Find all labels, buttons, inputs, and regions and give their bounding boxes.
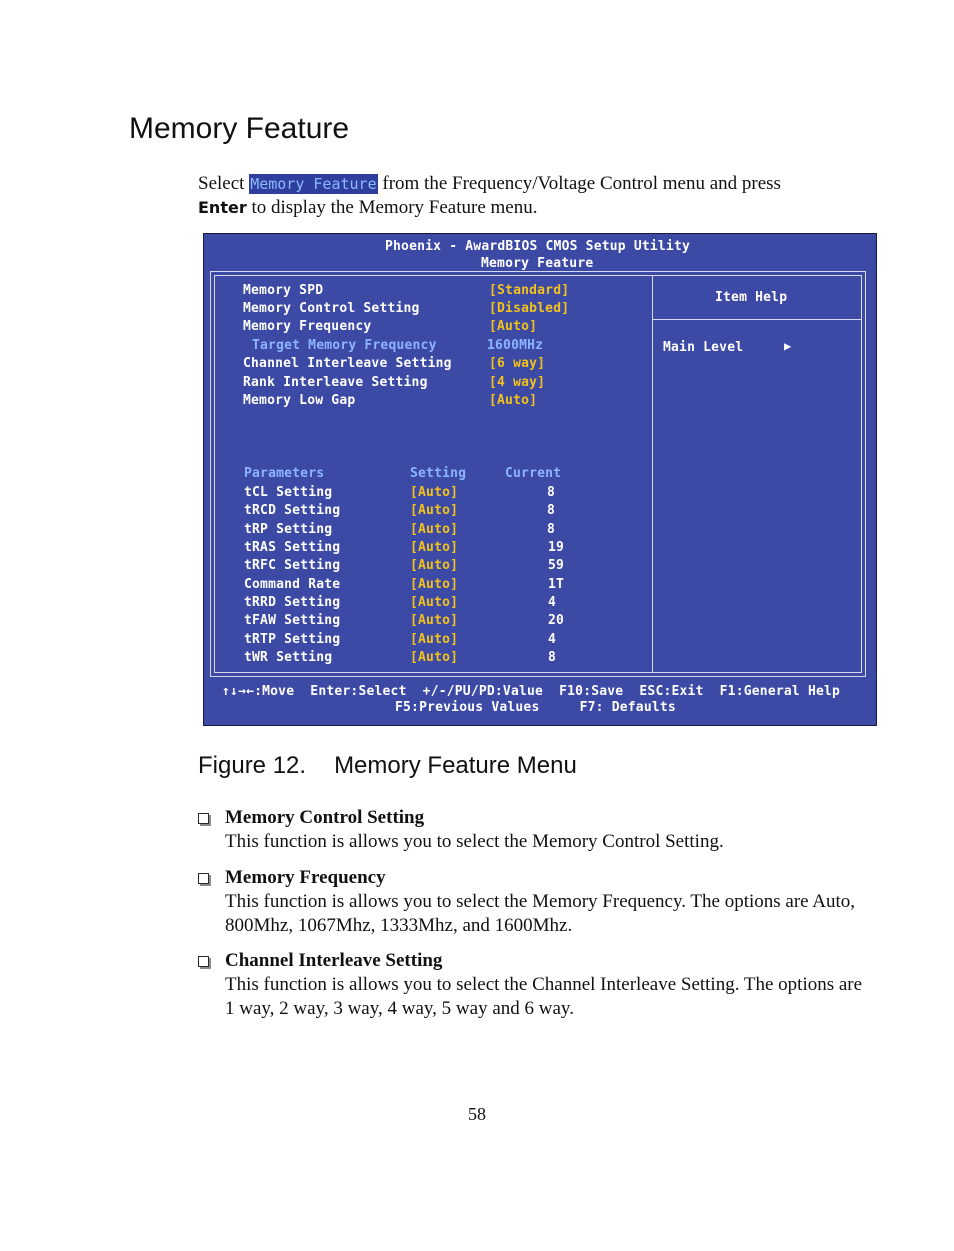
param-current-tfaw: 20 — [548, 613, 565, 628]
param-current-trp: 8 — [547, 522, 556, 537]
param-current-twr: 8 — [548, 650, 557, 665]
setting-label-rank-interleave[interactable]: Rank Interleave Setting — [243, 375, 428, 390]
setting-label-memory-control[interactable]: Memory Control Setting — [243, 301, 420, 316]
figure-caption-text: Memory Feature Menu — [334, 752, 577, 779]
param-name-trrd[interactable]: tRRD Setting — [244, 595, 341, 610]
bullet-body: This function is allows you to select the Channel Interleave Setting. The options are 1 way, 2 way, 3 way, 4 way, 5 way and 6 way. — [225, 974, 863, 1019]
bios-footer-keys: ↑↓→←:Move Enter:Select +/-/PU/PD:Value F10:Save ESC:Exit F1:General Help — [222, 684, 841, 699]
checkbox-bullet-icon — [198, 813, 209, 824]
setting-value-target-frequency: 1600MHz — [487, 338, 544, 353]
param-setting-command-rate[interactable]: [Auto] — [410, 577, 459, 592]
intro-after-menu: from the Frequency/Voltage Control menu and press — [382, 173, 781, 194]
setting-value-memory-low-gap[interactable]: [Auto] — [489, 393, 538, 408]
param-name-trfc[interactable]: tRFC Setting — [244, 558, 341, 573]
setting-label-channel-interleave[interactable]: Channel Interleave Setting — [243, 356, 452, 371]
param-name-trp[interactable]: tRP Setting — [244, 522, 333, 537]
checkbox-bullet-icon — [198, 956, 209, 967]
intro-paragraph — [198, 172, 878, 220]
param-name-tfaw[interactable]: tFAW Setting — [244, 613, 341, 628]
param-setting-trp[interactable]: [Auto] — [410, 522, 459, 537]
setting-value-memory-spd[interactable]: [Standard] — [489, 283, 570, 298]
param-name-tras[interactable]: tRAS Setting — [244, 540, 341, 555]
param-setting-trrd[interactable]: [Auto] — [410, 595, 459, 610]
bullet-title: Memory Control Setting — [225, 807, 425, 828]
param-name-trtp[interactable]: tRTP Setting — [244, 632, 341, 647]
param-header-current: Current — [505, 466, 562, 481]
param-current-tcl: 8 — [547, 485, 556, 500]
param-name-tcl[interactable]: tCL Setting — [244, 485, 333, 500]
bios-title: Phoenix - AwardBIOS CMOS Setup Utility — [385, 239, 691, 254]
param-current-command-rate: 1T — [548, 577, 565, 592]
page-title: Memory Feature — [129, 112, 350, 145]
bullet-title: Memory Frequency — [225, 867, 386, 888]
bios-screen — [203, 233, 877, 726]
setting-label-memory-frequency[interactable]: Memory Frequency — [243, 319, 372, 334]
setting-value-memory-frequency[interactable]: [Auto] — [489, 319, 538, 334]
bios-subtitle: Memory Feature — [481, 256, 594, 271]
setting-label-memory-spd[interactable]: Memory SPD — [243, 283, 324, 298]
main-level-label: Main Level — [663, 340, 744, 355]
setting-label-target-frequency: Target Memory Frequency — [252, 338, 437, 353]
param-name-trcd[interactable]: tRCD Setting — [244, 503, 341, 518]
param-setting-twr[interactable]: [Auto] — [410, 650, 459, 665]
param-current-tras: 19 — [548, 540, 565, 555]
param-setting-tras[interactable]: [Auto] — [410, 540, 459, 555]
intro-enter-key: Enter — [198, 198, 247, 217]
bullet-body: This function is allows you to select the Memory Control Setting. — [225, 831, 724, 852]
intro-select-word: Select — [198, 173, 245, 194]
setting-value-memory-control[interactable]: [Disabled] — [489, 301, 570, 316]
checkbox-bullet-icon — [198, 873, 209, 884]
param-setting-trcd[interactable]: [Auto] — [410, 503, 459, 518]
param-setting-trtp[interactable]: [Auto] — [410, 632, 459, 647]
item-help-title: Item Help — [715, 290, 788, 305]
param-setting-trfc[interactable]: [Auto] — [410, 558, 459, 573]
right-arrow-icon: ▶ — [784, 339, 792, 353]
param-setting-tfaw[interactable]: [Auto] — [410, 613, 459, 628]
figure-number: Figure 12. — [198, 752, 307, 779]
bios-panel-divider — [652, 275, 653, 673]
param-current-trtp: 4 — [548, 632, 557, 647]
param-current-trcd: 8 — [547, 503, 556, 518]
bios-footer-defaults: F5:Previous Values F7: Defaults — [395, 700, 676, 715]
setting-value-rank-interleave[interactable]: [4 way] — [489, 375, 546, 390]
setting-value-channel-interleave[interactable]: [6 way] — [489, 356, 546, 371]
bullet-title: Channel Interleave Setting — [225, 950, 443, 971]
param-header-parameters: Parameters — [244, 466, 325, 481]
param-name-command-rate[interactable]: Command Rate — [244, 577, 341, 592]
bullet-body: This function is allows you to select the Memory Frequency. The options are Auto, 800Mhz, 1067Mhz, 1333Mhz, and 1600Mhz. — [225, 891, 856, 936]
param-setting-tcl[interactable]: [Auto] — [410, 485, 459, 500]
setting-label-memory-low-gap[interactable]: Memory Low Gap — [243, 393, 356, 408]
param-current-trfc: 59 — [548, 558, 565, 573]
intro-menu-name: Memory Feature — [250, 175, 377, 193]
page-number: 58 — [468, 1104, 486, 1124]
param-name-twr[interactable]: tWR Setting — [244, 650, 333, 665]
figure-caption — [198, 752, 577, 780]
intro-after-enter: to display the Memory Feature menu. — [251, 197, 538, 218]
param-header-setting: Setting — [410, 466, 467, 481]
param-current-trrd: 4 — [548, 595, 557, 610]
